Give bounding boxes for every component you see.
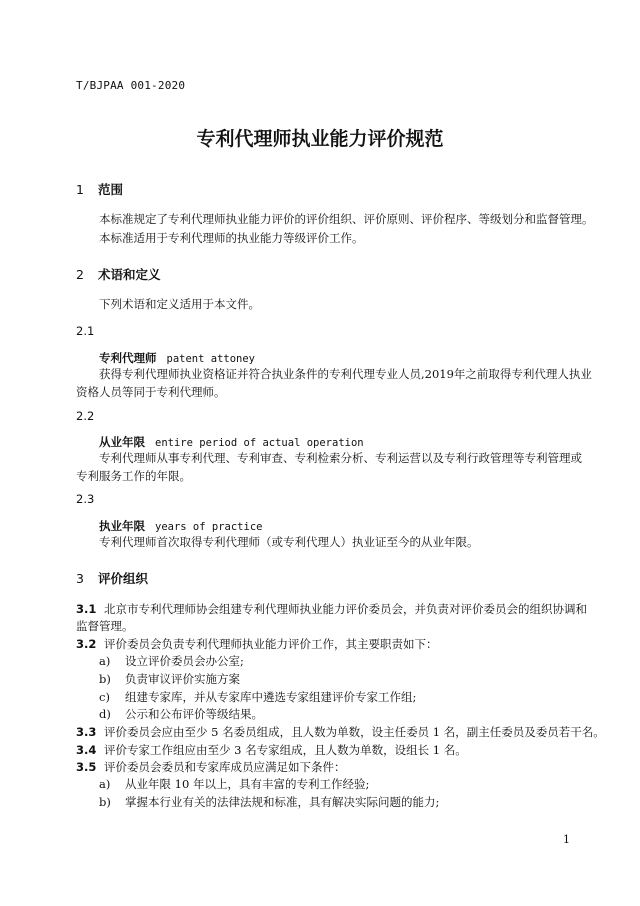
list-text: 从业年限 10 年以上，具有丰富的专利工作经验; bbox=[125, 777, 370, 791]
clause-number: 3.1 bbox=[76, 602, 97, 616]
term-zh: 执业年限 bbox=[99, 519, 145, 533]
clause-text: 评价专家工作组应由至少 3 名专家组成，且人数为单数，设组长 1 名。 bbox=[104, 743, 467, 757]
section-title: 术语和定义 bbox=[98, 267, 161, 282]
term-definition: 专利代理师从事专利代理、专利审查、专利检索分析、专利运营以及专利行政管理等专利管理或 bbox=[99, 451, 582, 465]
list-text: 掌握本行业有关的法律法规和标准，具有解决实际问题的能力; bbox=[125, 795, 440, 809]
list-item bbox=[99, 653, 244, 669]
section-heading-organization bbox=[76, 569, 148, 587]
clause-3-1 bbox=[76, 600, 587, 618]
document-title: 专利代理师执业能力评价规范 bbox=[196, 128, 444, 150]
section-title: 评价组织 bbox=[98, 571, 149, 586]
clause-number: 3.5 bbox=[76, 760, 97, 774]
list-item bbox=[99, 671, 240, 687]
clause-3-4 bbox=[76, 741, 467, 759]
clause-text: 评价委员会负责专利代理师执业能力评价工作，其主要职责如下： bbox=[104, 637, 438, 651]
term-definition-cont: 专利服务工作的年限。 bbox=[76, 469, 191, 483]
page-number: 1 bbox=[563, 833, 570, 846]
term-heading bbox=[99, 517, 262, 535]
paragraph: 本标准规定了专利代理师执业能力评价的评价组织、评价原则、评价程序、等级划分和监督管理。 bbox=[99, 212, 594, 226]
section-heading-scope bbox=[76, 180, 123, 198]
section-number: 2 bbox=[76, 267, 84, 282]
list-item bbox=[99, 689, 416, 705]
clause-text: 评价委员会应由至少 5 名委员组成，且人数为单数，设主任委员 1 名，副主任委员及委员若干名。 bbox=[104, 725, 605, 739]
term-number: 2.3 bbox=[76, 492, 95, 506]
list-item bbox=[99, 794, 439, 810]
list-item bbox=[99, 776, 369, 792]
term-en: years of practice bbox=[155, 521, 263, 533]
list-letter: a) bbox=[99, 777, 111, 791]
term-number: 2.1 bbox=[76, 324, 95, 338]
clause-text-cont: 监督管理。 bbox=[76, 619, 134, 633]
term-zh: 专利代理师 bbox=[99, 351, 157, 365]
section-title: 范围 bbox=[98, 182, 124, 197]
term-en: patent attoney bbox=[166, 353, 256, 365]
list-letter: b) bbox=[99, 672, 111, 686]
term-zh: 从业年限 bbox=[99, 435, 145, 449]
paragraph: 本标准适用于专利代理师的执业能力等级评价工作。 bbox=[99, 231, 364, 245]
list-letter: b) bbox=[99, 795, 111, 809]
term-definition: 获得专利代理师执业资格证并符合执业条件的专利代理专业人员,2019年之前取得专利代理人执业 bbox=[99, 367, 592, 381]
clause-number: 3.3 bbox=[76, 725, 97, 739]
term-number: 2.2 bbox=[76, 409, 95, 423]
paragraph: 下列术语和定义适用于本文件。 bbox=[99, 297, 260, 311]
clause-number: 3.4 bbox=[76, 743, 97, 757]
term-en: entire period of actual operation bbox=[155, 437, 364, 449]
list-letter: a) bbox=[99, 654, 111, 668]
clause-number: 3.2 bbox=[76, 637, 97, 651]
clause-text: 评价委员会委员和专家库成员应满足如下条件： bbox=[104, 760, 346, 774]
list-text: 组建专家库，并从专家库中遴选专家组建评价专家工作组; bbox=[125, 690, 417, 704]
list-text: 负责审议评价实施方案 bbox=[125, 672, 240, 686]
list-text: 设立评价委员会办公室; bbox=[125, 654, 244, 668]
term-heading bbox=[99, 349, 255, 367]
clause-3-5 bbox=[76, 758, 346, 776]
term-heading bbox=[99, 433, 364, 451]
clause-3-2 bbox=[76, 635, 438, 653]
clause-3-3 bbox=[76, 723, 605, 741]
list-text: 公示和公布评价等级结果。 bbox=[125, 707, 263, 721]
standard-code: T/BJPAA 001-2020 bbox=[76, 79, 186, 92]
section-number: 1 bbox=[76, 182, 84, 197]
list-letter: d) bbox=[99, 707, 111, 721]
list-letter: c) bbox=[99, 690, 110, 704]
term-definition-cont: 资格人员等同于专利代理师。 bbox=[76, 385, 226, 399]
clause-text: 北京市专利代理师协会组建专利代理师执业能力评价委员会，并负责对评价委员会的组织协调和 bbox=[104, 602, 587, 616]
section-heading-terms bbox=[76, 265, 161, 283]
list-item bbox=[99, 706, 263, 722]
term-definition: 专利代理师首次取得专利代理师（或专利代理人）执业证至今的从业年限。 bbox=[99, 535, 479, 549]
section-number: 3 bbox=[76, 571, 84, 586]
